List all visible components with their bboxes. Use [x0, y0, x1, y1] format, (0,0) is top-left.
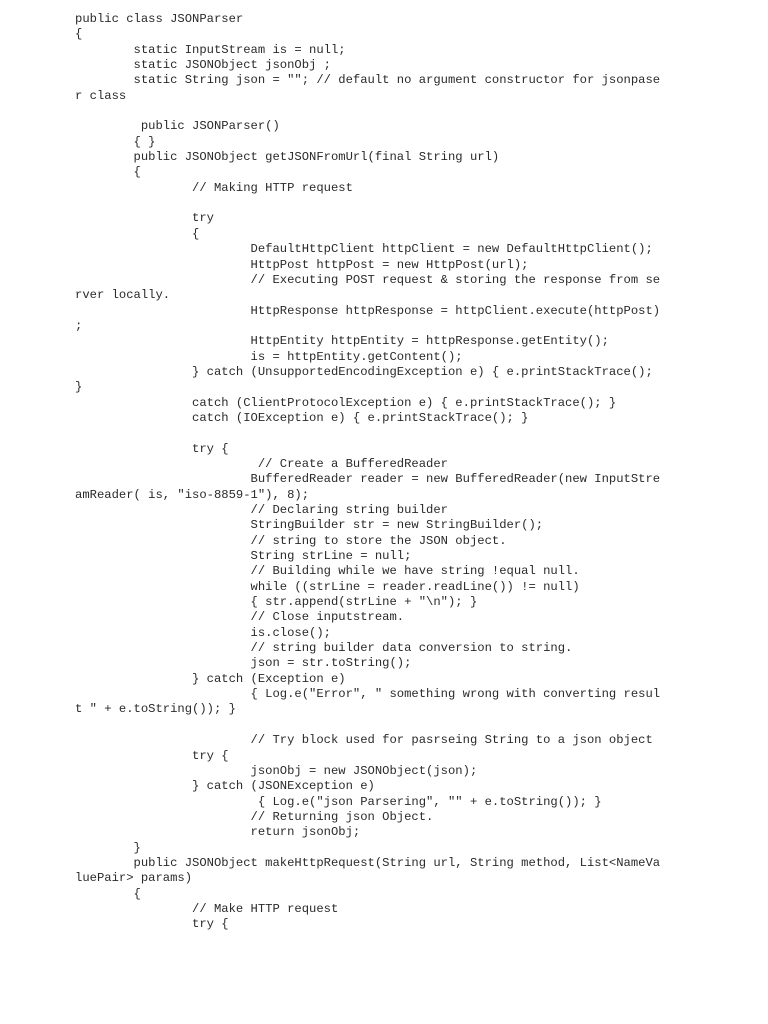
code-line: // Try block used for pasrseing String to a json object [75, 733, 653, 748]
code-line: { [75, 27, 83, 42]
code-line: luePair> params) [75, 871, 193, 886]
code-line: is = httpEntity.getContent(); [75, 349, 463, 364]
code-line: return jsonObj; [75, 825, 361, 840]
code-line: catch (ClientProtocolException e) { e.printStackTrace(); } [75, 395, 617, 410]
code-line: // Building while we have string !equal null. [75, 564, 580, 579]
code-line: catch (IOException e) { e.printStackTrace(); } [75, 410, 529, 425]
code-line: // Declaring string builder [75, 503, 448, 517]
code-line: } catch (JSONException e) [75, 779, 375, 794]
code-line: public JSONParser() [75, 119, 280, 134]
code-line: // string to store the JSON object. [75, 533, 507, 548]
code-line: { } [75, 134, 156, 149]
code-line: jsonObj = new JSONObject(json); [75, 763, 478, 778]
code-line: try [75, 211, 214, 226]
code-line: public JSONObject makeHttpRequest(String url, String method, List<NameVa [75, 855, 661, 870]
code-listing [75, 12, 695, 933]
code-line: { Log.e("json Parsering", "" + e.toString()); } [75, 794, 602, 809]
code-line: DefaultHttpClient httpClient = new DefaultHttpClient(); [75, 242, 653, 257]
code-line: ; [75, 318, 83, 333]
code-line: rver locally. [75, 288, 171, 303]
code-line: is.close(); [75, 625, 331, 640]
code-line: r class [75, 88, 127, 103]
code-line: try { [75, 441, 229, 456]
code-line: try { [75, 917, 229, 932]
code-line: static JSONObject jsonObj ; [75, 58, 331, 73]
code-line: public JSONObject getJSONFromUrl(final String url) [75, 150, 500, 165]
code-line: HttpEntity httpEntity = httpResponse.getEntity(); [75, 334, 609, 349]
code-line: // Make HTTP request [75, 901, 339, 916]
code-line: // Create a BufferedReader [75, 456, 448, 471]
code-line: // Executing POST request & storing the response from se [75, 272, 661, 287]
code-line: { [75, 226, 200, 241]
code-line: amReader( is, "iso-8859-1"), 8); [75, 487, 310, 502]
code-line: try { [75, 748, 229, 763]
code-line: } [75, 380, 83, 395]
code-line: { [75, 886, 141, 901]
code-line: // Returning json Object. [75, 809, 434, 824]
code-line: public class JSONParser [75, 12, 244, 26]
code-line: } catch (Exception e) [75, 671, 346, 686]
code-line: static InputStream is = null; [75, 42, 346, 57]
code-line [75, 718, 695, 733]
code-line: { Log.e("Error", " something wrong with converting resul [75, 687, 661, 702]
code-line: while ((strLine = reader.readLine()) != null) [75, 579, 580, 594]
code-line: StringBuilder str = new StringBuilder(); [75, 518, 544, 533]
code-line: json = str.toString(); [75, 656, 412, 671]
code-line: // Making HTTP request [75, 180, 353, 195]
code-line: // Close inputstream. [75, 610, 405, 625]
code-line: } [75, 840, 141, 855]
code-line: { str.append(strLine + "\n"); } [75, 595, 478, 610]
code-line [75, 104, 695, 119]
code-line: } catch (UnsupportedEncodingException e) { e.printStackTrace(); [75, 364, 653, 379]
code-line: BufferedReader reader = new BufferedReader(new InputStre [75, 472, 661, 487]
code-line: HttpPost httpPost = new HttpPost(url); [75, 257, 529, 272]
code-line [75, 426, 695, 441]
code-line: HttpResponse httpResponse = httpClient.execute(httpPost) [75, 303, 661, 318]
code-line: // string builder data conversion to string. [75, 641, 573, 656]
code-line: String strLine = null; [75, 549, 412, 564]
code-line [75, 196, 695, 211]
code-line: { [75, 165, 141, 180]
code-line: t " + e.toString()); } [75, 702, 236, 717]
code-line: static String json = ""; // default no argument constructor for jsonpase [75, 73, 661, 88]
